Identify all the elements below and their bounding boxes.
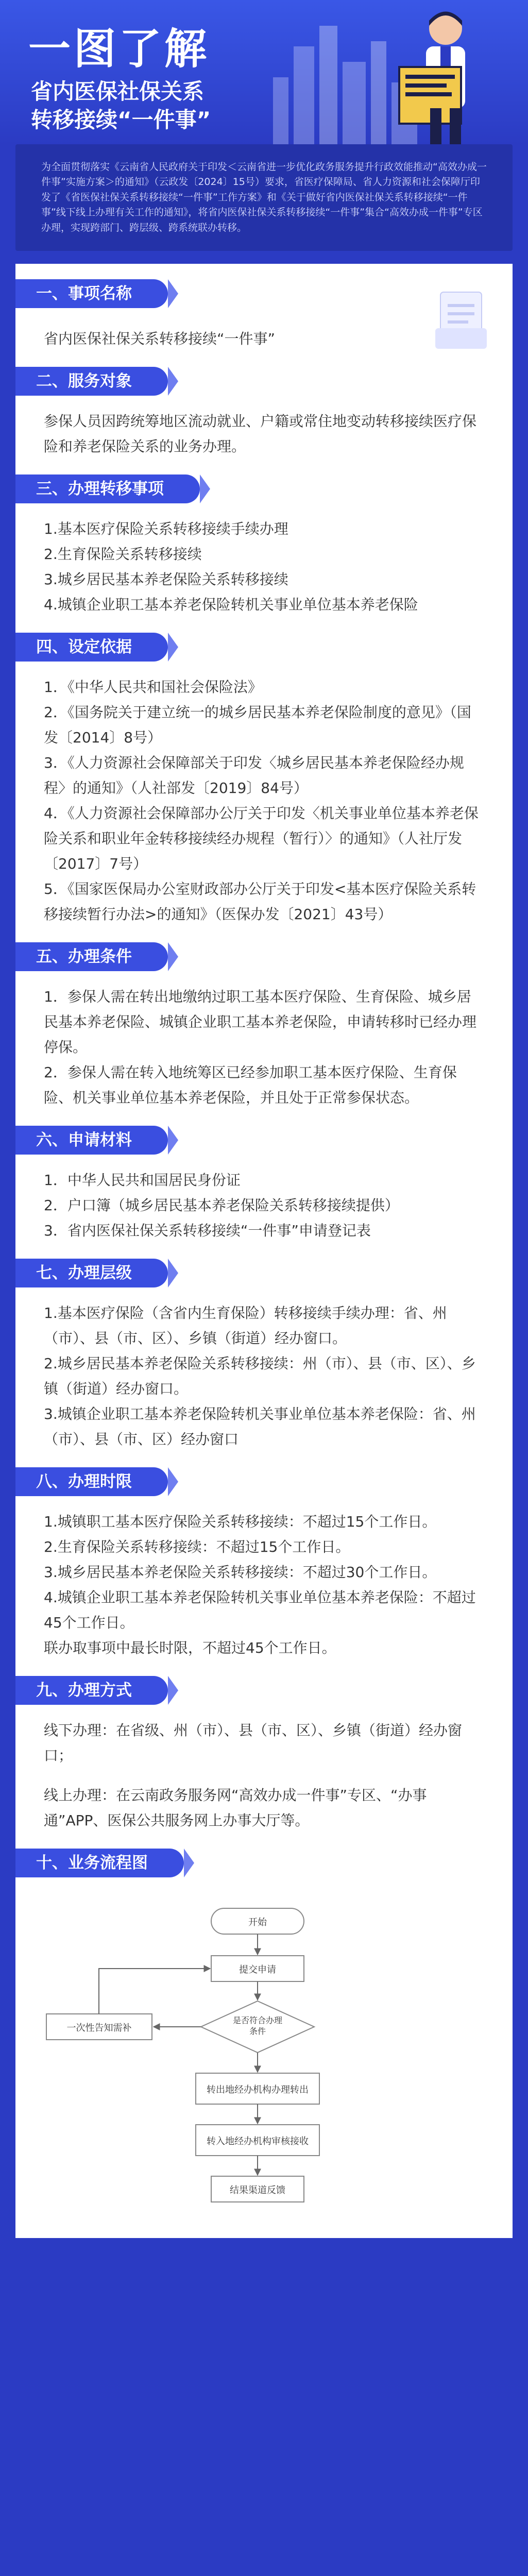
section-title: 一、事项名称 xyxy=(15,279,168,308)
section-conditions xyxy=(15,927,513,1110)
section-flowchart xyxy=(15,1833,513,2223)
intro-paragraph: 为全面贯彻落实《云南省人民政府关于印发＜云南省进一步优化政务服务提升行政效能推动“高效办成一件事”实施方案＞的通知》（云政发〔2024〕15号）要求，省医疗保障局、省人力资源和社会保障厅印发了《省医保社保关系转移接续“一件事”工作方案》和《关于做好省内医保社保关系转移接续“一件事”线下线上办理有关工作的通知》，将省内医保社保关系转移接续“一件事”集合“高效办成一件事”专区办理，实现跨部门、跨层级、跨系统联办转移。 xyxy=(15,144,513,251)
section-line: 省内医保社保关系转移接续“一件事” xyxy=(44,330,276,348)
flowchart xyxy=(15,1883,513,2223)
section-title: 九、办理方式 xyxy=(15,1676,168,1705)
section-line: 1.基本医疗保险（含省内生育保险）转移接续手续办理：省、州（市）、县（市、区）、乡镇（街道）经办窗口。 xyxy=(44,1304,447,1347)
section-title: 五、办理条件 xyxy=(15,942,168,971)
document-icon xyxy=(435,290,487,351)
section-line: 4.城镇企业职工基本养老保险转机关事业单位基本养老保险 xyxy=(44,596,418,614)
page-subtitle-line2: 转移接续“一件事” xyxy=(31,107,211,132)
section-line: 线上办理：在云南政务服务网“高效办成一件事”专区、“办事通”APP、医保公共服务网上办事大厅等。 xyxy=(44,1787,427,1829)
section-title: 六、申请材料 xyxy=(15,1126,168,1155)
section-line: 3．省内医保社保关系转移接续“一件事”申请登记表 xyxy=(44,1222,371,1240)
section-title: 十、业务流程图 xyxy=(15,1849,184,1877)
flow-transfer-out: 转出地经办机构办理转出 xyxy=(207,2084,309,2096)
section-line: 1.基本医疗保险关系转移接续手续办理 xyxy=(44,520,288,538)
section-levels xyxy=(15,1243,513,1452)
section-line: 3.城乡居民基本养老保险关系转移接续 xyxy=(44,571,288,588)
section-line: 5．《国家医保局办公室财政部办公厅关于印发<基本医疗保险关系转移接续暂行办法>的通知》（医保办发〔2021〕43号） xyxy=(44,880,476,923)
section-legal-basis xyxy=(15,617,513,927)
section-line: 2．户口簿（城乡居民基本养老保险关系转移接续提供） xyxy=(44,1197,399,1214)
flow-decision: 是否符合办理条件 xyxy=(232,2015,282,2036)
flow-feedback: 结果渠道反馈 xyxy=(230,2185,285,2196)
section-line: 2.生育保险关系转移接续：不超过15个工作日。 xyxy=(44,1538,350,1556)
section-service-target xyxy=(15,351,513,459)
section-item-name xyxy=(15,264,513,351)
flowchart-lines xyxy=(15,1883,513,2223)
section-line: 4.城镇企业职工基本养老保险转机关事业单位基本养老保险：不超过45个工作日。 xyxy=(44,1589,476,1632)
content-card xyxy=(15,264,513,2238)
section-title: 八、办理时限 xyxy=(15,1467,168,1496)
section-line: 1.城镇职工基本医疗保险关系转移接续：不超过15个工作日。 xyxy=(44,1513,437,1531)
section-title: 七、办理层级 xyxy=(15,1259,168,1287)
section-line: 2.城乡居民基本养老保险关系转移接续：州（市）、县（市、区）、乡镇（街道）经办窗口。 xyxy=(44,1355,476,1398)
section-title: 四、设定依据 xyxy=(15,633,168,662)
flow-submit: 提交申请 xyxy=(239,1964,276,1976)
section-line: 线下办理：在省级、州（市）、县（市、区）、乡镇（街道）经办窗口； xyxy=(44,1722,463,1765)
section-line: 2.生育保险关系转移接续 xyxy=(44,546,202,563)
flow-transfer-in: 转入地经办机构审核接收 xyxy=(207,2136,309,2147)
section-transfer-items xyxy=(15,459,513,617)
section-time-limit xyxy=(15,1452,513,1660)
section-line: 3.城乡居民基本养老保险关系转移接续：不超过30个工作日。 xyxy=(44,1564,437,1581)
section-line: 1．参保人需在转出地缴纳过职工基本医疗保险、生育保险、城乡居民基本养老保险、城镇企业职工基本养老保险，申请转移时已经办理停保。 xyxy=(44,988,477,1056)
section-line: 2．《国务院关于建立统一的城乡居民基本养老保险制度的意见》（国发〔2014〕8号） xyxy=(44,704,471,747)
section-line: 参保人员因跨统筹地区流动就业、户籍或常住地变动转移接续医疗保险和养老保险关系的业务办理。 xyxy=(44,413,477,455)
section-line: 联办取事项中最长时限，不超过45个工作日。 xyxy=(44,1639,336,1657)
section-title: 三、办理转移事项 xyxy=(15,474,200,503)
page-subtitle-line1: 省内医保社保关系 xyxy=(31,79,205,104)
section-materials xyxy=(15,1110,513,1243)
hero-banner xyxy=(0,0,528,144)
person-with-laptop-icon xyxy=(368,5,497,144)
page-title: 一图了解 xyxy=(28,25,210,74)
section-methods xyxy=(15,1660,513,1833)
section-line: 1．《中华人民共和国社会保险法》 xyxy=(44,679,262,696)
section-line: 1．中华人民共和国居民身份证 xyxy=(44,1172,241,1189)
flow-notify: 一次性告知需补 xyxy=(66,2023,132,2034)
section-line: 3．《人力资源社会保障部关于印发〈城乡居民基本养老保险经办规程〉的通知》（人社部发〔2019〕84号） xyxy=(44,754,464,797)
section-line: 4．《人力资源社会保障部办公厅关于印发〈机关事业单位基本养老保险关系和职业年金转移接续经办规程（暂行）〉的通知》（人社厅发〔2017〕7号） xyxy=(44,805,479,873)
section-line: 3.城镇企业职工基本养老保险转机关事业单位基本养老保险：省、州（市）、县（市、区）经办窗口 xyxy=(44,1405,476,1448)
section-title: 二、服务对象 xyxy=(15,367,168,396)
section-line: 2．参保人需在转入地统筹区已经参加职工基本医疗保险、生育保险、机关事业单位基本养老保险，并且处于正常参保状态。 xyxy=(44,1064,457,1107)
flow-start: 开始 xyxy=(248,1917,267,1928)
